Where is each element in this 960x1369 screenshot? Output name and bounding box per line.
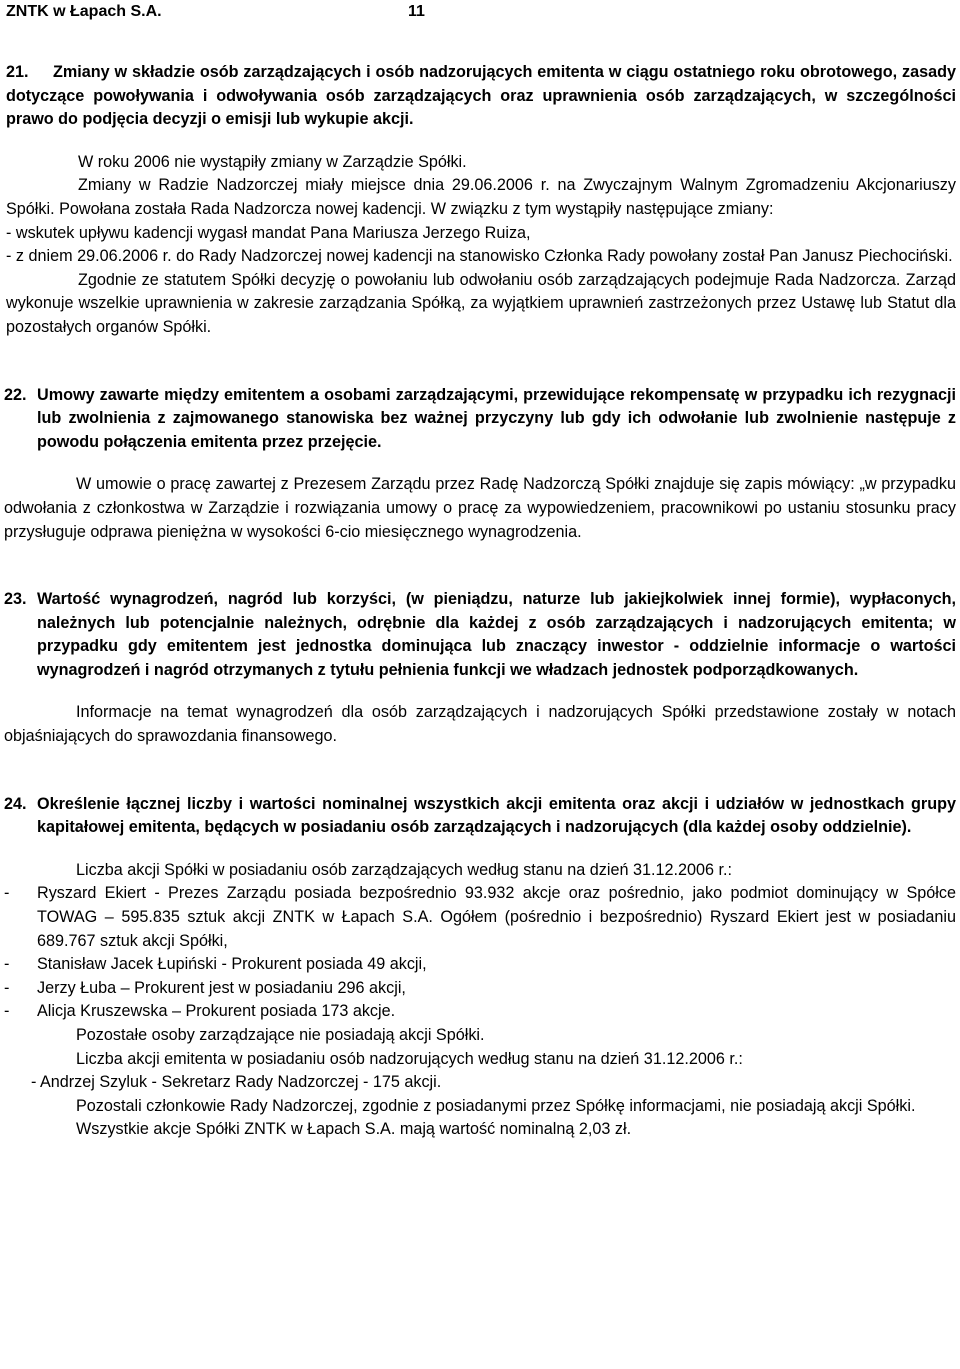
section-23-title: Wartość wynagrodzeń, nagród lub korzyści, (w pieniądzu, naturze lub jakiejkolwiek innej formie), wypłaconych, należnych lub potencjalnie należnych, odrębnie dla każdej z osób zarządzających i nadzorujących emitenta; w przypadku gdy emitentem jest jednostka dominująca lub znaczący inwestor - oddzielnie informacje o wartości wynagrodzeń i nagród otrzymanych z tytułu pełnienia funkcji we władzach jednostek podporządkowanych.: [37, 590, 956, 679]
section-23: [4, 588, 956, 749]
section-22-paragraph-1: W umowie o pracę zawartej z Prezesem Zarządu przez Radę Nadzorczą Spółki znajduje się zapis mówiący: „w przypadku odwołania z członkostwa w Zarządzie i rozwiązania umowy o pracę za wypowiedzeniem, pracownikowi po ustaniu stosunku pracy przysługuje odprawa pieniężna w wysokości 6-cio miesięcznego wynagrodzenia.: [4, 475, 956, 541]
section-24-paragraph-2: Pozostałe osoby zarządzające nie posiadają akcji Spółki.: [76, 1026, 485, 1044]
section-21-list-item-2: - z dniem 29.06.2006 r. do Rady Nadzorczej nowej kadencji na stanowisko Członka Rady powołany został Pan Janusz Piechociński.: [6, 247, 953, 266]
page-header: [4, 0, 956, 24]
section-21-number: 21.: [6, 63, 29, 81]
section-24-member-3: [4, 977, 956, 1001]
section-21-paragraph-3: Zgodnie ze statutem Spółki decyzję o powołaniu lub odwołaniu osób zarządzających podejmuje Rada Nadzorcza. Zarząd wykonuje wszelkie uprawnienia w zakresie zarządzania Spółką, za wyjątkiem uprawnień zastrzeżonych przez Ustawę lub Statut dla pozostałych organów Spółki.: [6, 270, 956, 336]
list-dash: -: [4, 884, 10, 903]
section-24-paragraph-3: Liczba akcji emitenta w posiadaniu osób nadzorujących według stanu na dzień 31.12.2006 r.:: [76, 1049, 743, 1068]
section-21: [4, 61, 956, 340]
section-23-number: 23.: [4, 590, 27, 609]
section-24-paragraph-1: Liczba akcji Spółki w posiadaniu osób zarządzających według stanu na dzień 31.12.2006 r.:: [76, 860, 733, 879]
section-24-member-4: [4, 1000, 956, 1024]
section-24-paragraph-4: Pozostali członkowie Rady Nadzorczej, zgodnie z posiadanymi przez Spółkę informacjami, nie posiadają akcji Spółki.: [76, 1096, 916, 1115]
section-21-paragraph-2: Zmiany w Radzie Nadzorczej miały miejsce dnia 29.06.2006 r. na Zwyczajnym Walnym Zgromadzeniu Akcjonariuszy Spółki. Powołana została Rada Nadzorcza nowej kadencji. W związku z tym wystąpiły następujące zmiany:: [6, 176, 956, 218]
section-24-member-2: [4, 953, 956, 977]
section-24-heading: [4, 793, 956, 840]
section-24-member-1: [4, 882, 956, 953]
section-24-paragraph-5: Wszystkie akcje Spółki ZNTK w Łapach S.A. mają wartość nominalną 2,03 zł.: [76, 1120, 632, 1139]
section-22-heading: [4, 384, 956, 455]
section-24-member-2-text: Stanisław Jacek Łupiński - Prokurent posiada 49 akcji,: [37, 955, 427, 974]
list-dash: -: [4, 955, 10, 974]
header-company-name: ZNTK w Łapach S.A.: [6, 3, 162, 20]
section-21-title: Zmiany w składzie osób zarządzających i osób nadzorujących emitenta w ciągu ostatniego roku obrotowego, zasady dotyczące powoływania i odwoływania osób zarządzających oraz uprawnienia osób zarządzających, w szczególności prawo do podjęcia decyzji o emisji lub wykupie akcji.: [6, 63, 956, 129]
section-24-number: 24.: [4, 794, 27, 813]
section-21-list-item-1: - wskutek upływu kadencji wygasł mandat Pana Mariusza Jerzego Ruiza,: [6, 223, 531, 242]
page-number: 11: [408, 3, 425, 20]
section-22-title: Umowy zawarte między emitentem a osobami zarządzającymi, przewidujące rekompensatę w przypadku ich rezygnacji lub zwolnienia z zajmowanego stanowiska bez ważnej przyczyny lub gdy ich odwołanie lub zwolnienie następuje z powodu połączenia emitenta przez przejęcie.: [37, 385, 956, 451]
section-24-member-4-text: Alicja Kruszewska – Prokurent posiada 173 akcje.: [37, 1002, 396, 1021]
section-22-number: 22.: [4, 385, 27, 404]
section-21-paragraph-1: W roku 2006 nie wystąpiły zmiany w Zarządzie Spółki.: [78, 152, 467, 171]
section-24-member-1-text: Ryszard Ekiert - Prezes Zarządu posiada bezpośrednio 93.932 akcje oraz pośrednio, jako podmiot dominujący w Spółce TOWAG – 595.835 sztuk akcji ZNTK w Łapach S.A. Ogółem (pośrednio i bezpośrednio) Ryszard Ekiert jest w posiadaniu 689.767 sztuk akcji Spółki,: [37, 884, 956, 950]
section-22: [4, 384, 956, 545]
section-24-supervisor-1: - Andrzej Szyluk - Sekretarz Rady Nadzorczej - 175 akcji.: [31, 1073, 442, 1092]
section-24-member-3-text: Jerzy Łuba – Prokurent jest w posiadaniu 296 akcji,: [37, 978, 406, 997]
section-24: [4, 793, 956, 1142]
list-dash: -: [4, 978, 10, 997]
section-23-heading: [4, 588, 956, 682]
section-21-heading: [6, 61, 956, 132]
list-dash: -: [4, 1002, 10, 1021]
section-24-title: Określenie łącznej liczby i wartości nominalnej wszystkich akcji emitenta oraz akcji i udziałów w jednostkach grupy kapitałowej emitenta, będących w posiadaniu osób zarządzających i nadzorujących (dla każdej osoby oddzielnie).: [37, 794, 956, 837]
section-23-paragraph-1: Informacje na temat wynagrodzeń dla osób zarządzających i nadzorujących Spółki przedstawione zostały w notach objaśniających do sprawozdania finansowego.: [4, 703, 956, 746]
